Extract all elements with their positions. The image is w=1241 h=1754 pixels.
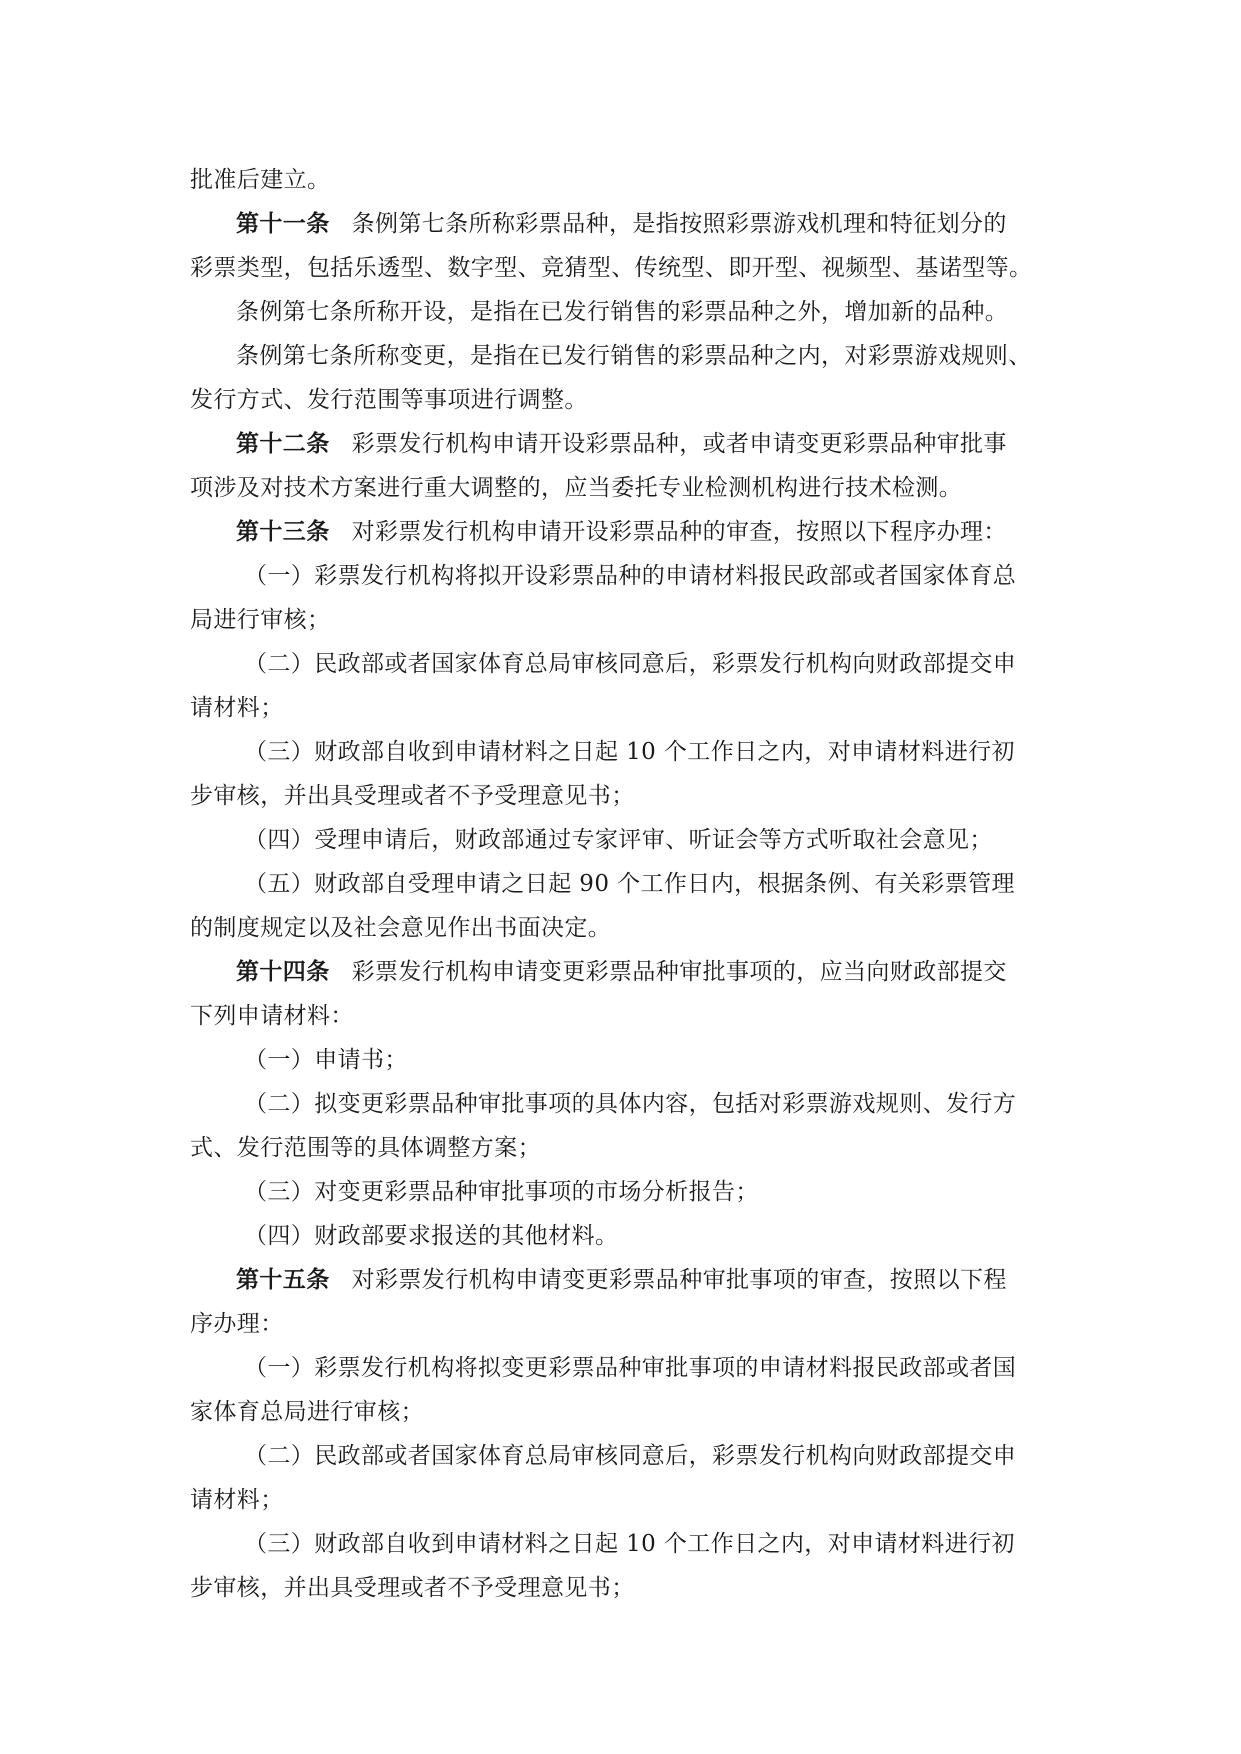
list-item-line: （四）财政部要求报送的其他材料。 bbox=[244, 1223, 619, 1249]
text-line: 式、发行范围等的具体调整方案； bbox=[190, 1135, 541, 1161]
paragraph-line: 条例第七条所称变更，是指在已发行销售的彩票品种之内，对彩票游戏规则、 bbox=[236, 343, 1032, 369]
text-line: 序办理： bbox=[190, 1311, 284, 1337]
text-line: 家体育总局进行审核； bbox=[190, 1399, 424, 1425]
text-line: 批准后建立。 bbox=[190, 167, 331, 193]
article-heading: 第十四条 bbox=[236, 958, 330, 985]
list-item-line: （二）拟变更彩票品种审批事项的具体内容，包括对彩票游戏规则、发行方 bbox=[244, 1091, 1017, 1117]
article-text: 对彩票发行机构申请变更彩票品种审批事项的审查，按照以下程 bbox=[351, 1267, 1007, 1293]
article-text: 对彩票发行机构申请开设彩票品种的审查，按照以下程序办理： bbox=[351, 519, 1007, 545]
list-item-line: （一）彩票发行机构将拟开设彩票品种的申请材料报民政部或者国家体育总 bbox=[244, 563, 1017, 589]
text-line: 局进行审核； bbox=[190, 607, 331, 633]
article-text: 条例第七条所称彩票品种，是指按照彩票游戏机理和特征划分的 bbox=[351, 211, 1007, 237]
article-heading: 第十三条 bbox=[236, 518, 330, 545]
article-14-line bbox=[190, 950, 1055, 994]
list-item-line: （一）彩票发行机构将拟变更彩票品种审批事项的申请材料报民政部或者国 bbox=[244, 1355, 1017, 1381]
list-item-line: （三）对变更彩票品种审批事项的市场分析报告； bbox=[244, 1179, 759, 1205]
text-line: 下列申请材料： bbox=[190, 1003, 354, 1029]
text-line: 项涉及对技术方案进行重大调整的，应当委托专业检测机构进行技术检测。 bbox=[190, 475, 963, 501]
article-13-line bbox=[190, 510, 1055, 554]
paragraph-line: 条例第七条所称开设，是指在已发行销售的彩票品种之外，增加新的品种。 bbox=[236, 299, 1009, 325]
text-line: 请材料； bbox=[190, 1487, 284, 1513]
text-line: 发行方式、发行范围等事项进行调整。 bbox=[190, 387, 588, 413]
list-item-line: （四）受理申请后，财政部通过专家评审、听证会等方式听取社会意见； bbox=[244, 827, 993, 853]
article-text: 彩票发行机构申请变更彩票品种审批事项的，应当向财政部提交 bbox=[351, 959, 1007, 985]
text-line: 彩票类型，包括乐透型、数字型、竞猜型、传统型、即开型、视频型、基诺型等。 bbox=[190, 255, 1033, 281]
article-15-line bbox=[190, 1258, 1055, 1302]
list-item-line: （一）申请书； bbox=[244, 1047, 408, 1073]
article-11-line bbox=[190, 202, 1055, 246]
list-item-line: （二）民政部或者国家体育总局审核同意后，彩票发行机构向财政部提交申 bbox=[244, 1443, 1017, 1469]
article-heading: 第十一条 bbox=[236, 210, 330, 237]
article-text: 彩票发行机构申请开设彩票品种，或者申请变更彩票品种审批事 bbox=[351, 431, 1007, 457]
list-item-line: （三）财政部自收到申请材料之日起 10 个工作日之内，对申请材料进行初 bbox=[244, 739, 1015, 765]
text-line: 步审核，并出具受理或者不予受理意见书； bbox=[190, 783, 635, 809]
list-item-line: （二）民政部或者国家体育总局审核同意后，彩票发行机构向财政部提交申 bbox=[244, 651, 1017, 677]
document-body bbox=[190, 158, 1055, 1610]
text-line: 的制度规定以及社会意见作出书面决定。 bbox=[190, 915, 612, 941]
article-heading: 第十五条 bbox=[236, 1266, 330, 1293]
text-line: 步审核，并出具受理或者不予受理意见书； bbox=[190, 1575, 635, 1601]
article-heading: 第十二条 bbox=[236, 430, 330, 457]
text-line: 请材料； bbox=[190, 695, 284, 721]
article-12-line bbox=[190, 422, 1055, 466]
list-item-line: （五）财政部自受理申请之日起 90 个工作日内，根据条例、有关彩票管理 bbox=[244, 871, 1015, 897]
list-item-line: （三）财政部自收到申请材料之日起 10 个工作日之内，对申请材料进行初 bbox=[244, 1531, 1015, 1557]
